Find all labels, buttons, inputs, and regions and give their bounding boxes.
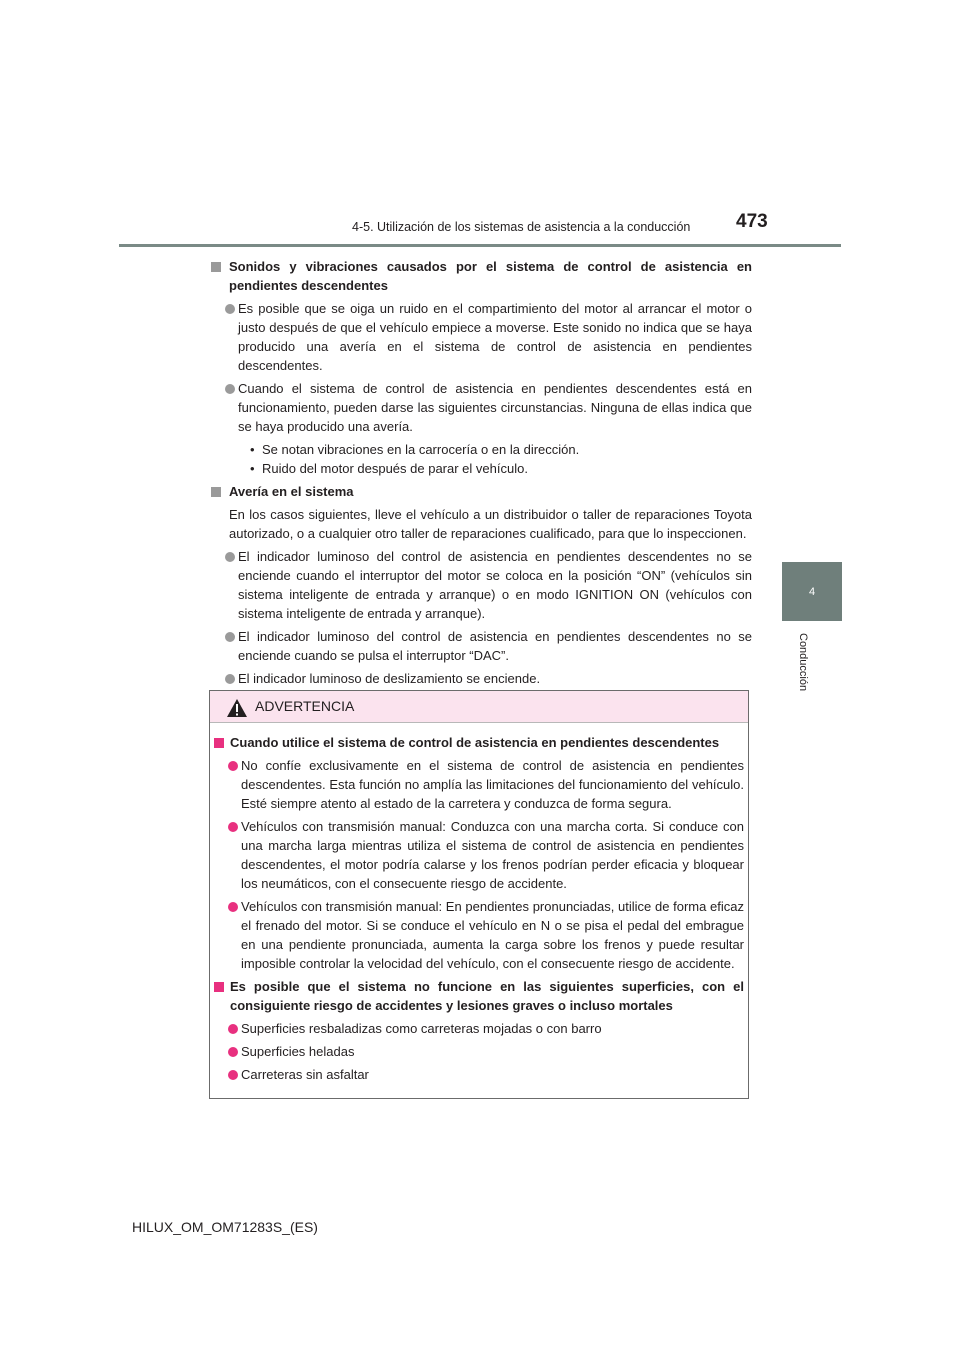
warning-list-item: Superficies heladas <box>214 1042 744 1061</box>
list-item: Es posible que se oiga un ruido en el compartimiento del motor al arrancar el motor o justo después de que el vehículo empiece a moverse. Este sonido no indica que se haya producido una avería en el sistema de control de asistencia en pendientes descendentes. <box>210 299 752 375</box>
warning-list-item: Carreteras sin asfaltar <box>214 1065 744 1084</box>
chapter-label: Conducción <box>797 633 809 692</box>
page-number: 473 <box>736 211 768 232</box>
list-item: Cuando el sistema de control de asistencia en pendientes descendentes está en funcionamiento, pueden darse las siguientes circunstancias. Ninguna de ellas indica que se haya producido una avería. <box>210 379 752 436</box>
list-item: El indicador luminoso de deslizamiento se enciende. <box>210 669 752 688</box>
chapter-number: 4 <box>808 585 816 598</box>
header-rule <box>119 244 841 247</box>
warning-list-item: Vehículos con transmisión manual: Conduzca con una marcha corta. Si conduce con una marcha larga mientras utiliza el sistema de control de asistencia en pendientes descendentes, el motor podría calarse y los frenos podrían perder eficacia y bloquear los neumáticos, con el consecuente riesgo de accidente. <box>214 817 744 893</box>
warning-list-item: No confíe exclusivamente en el sistema de control de asistencia en pendientes descendentes. Esta función no amplía las limitaciones del funcionamiento del vehículo. Esté siempre atento al estado de la carretera y conduzca de forma segura. <box>214 756 744 813</box>
warning-list-item: Superficies resbaladizas como carreteras mojadas o con barro <box>214 1019 744 1038</box>
warning-body <box>214 733 744 1088</box>
sub-list <box>210 440 752 478</box>
warning-box <box>209 690 749 1099</box>
chapter-tab <box>782 562 842 621</box>
list-item: El indicador luminoso del control de asistencia en pendientes descendentes no se enciende cuando el interruptor del motor se coloca en la posición “ON” (vehículos sin sistema inteligente de entrada y arranque) o en modo IGNITION ON (vehículos con sistema inteligente de entrada y arranque). <box>210 547 752 623</box>
list-item: El indicador luminoso del control de asistencia en pendientes descendentes no se enciende cuando se pulsa el interruptor “DAC”. <box>210 627 752 665</box>
warning-triangle-icon <box>226 698 248 718</box>
warning-header <box>210 691 748 723</box>
section-intro: En los casos siguientes, lleve el vehículo a un distribuidor o taller de reparaciones Toyota autorizado, o a cualquier otro taller de reparaciones cualificado, para que lo inspeccionen. <box>229 507 752 541</box>
section-title-failure: Avería en el sistema <box>210 482 752 501</box>
warning-list-item: Vehículos con transmisión manual: En pendientes pronunciadas, utilice de forma eficaz el frenado del motor. Si se conduce el vehículo en N o se pisa el pedal del embrague en una pendiente pronunciada, aumenta la carga sobre los frenos y puede resultar imposible controlar la velocidad del vehículo, con el consecuente riesgo de accidente. <box>214 897 744 973</box>
sub-list-item: • Se notan vibraciones en la carrocería o en la dirección. <box>250 440 752 459</box>
running-header: 4-5. Utilización de los sistemas de asistencia a la conducción <box>352 220 691 234</box>
warning-block-title: Es posible que el sistema no funcione en las siguientes superficies, con el consiguiente riesgo de accidentes y lesiones graves o incluso mortales <box>214 977 744 1015</box>
sub-list-item: • Ruido del motor después de parar el vehículo. <box>250 459 752 478</box>
warning-label: ADVERTENCIA <box>255 698 355 714</box>
document-code: HILUX_OM_OM71283S_(ES) <box>132 1219 318 1235</box>
main-content <box>210 257 752 692</box>
warning-block-title: Cuando utilice el sistema de control de asistencia en pendientes descendentes <box>214 733 744 752</box>
section-title-sounds: Sonidos y vibraciones causados por el sistema de control de asistencia en pendientes descendentes <box>210 257 752 295</box>
